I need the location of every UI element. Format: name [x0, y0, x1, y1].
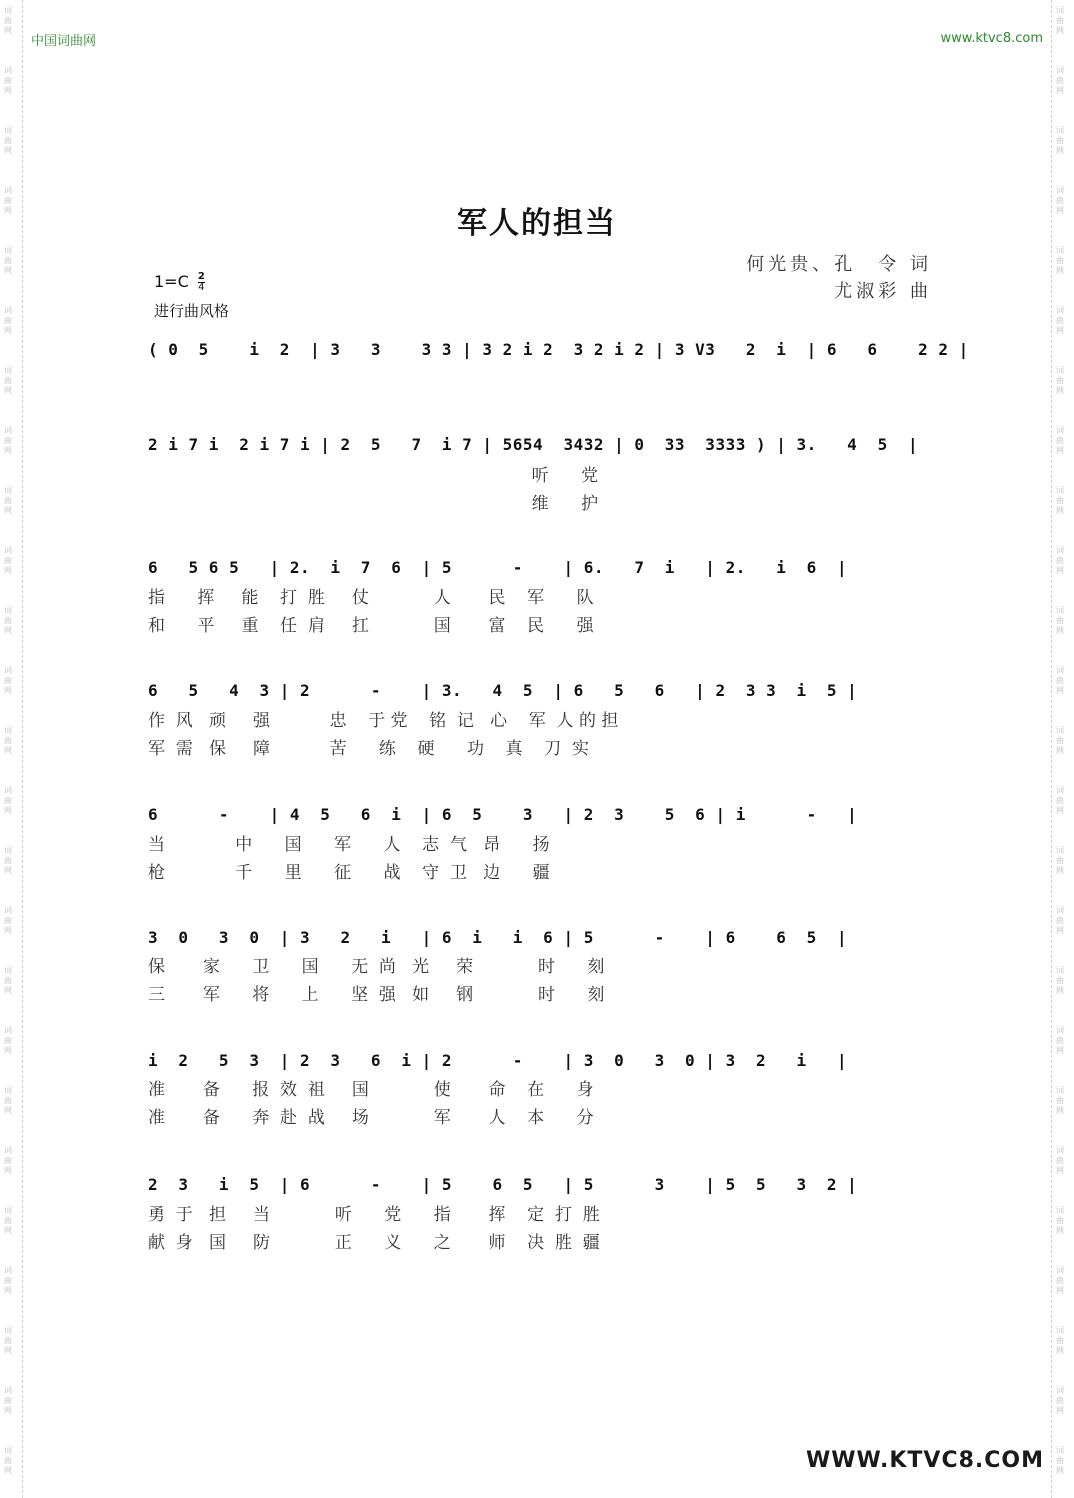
- edge-watermark-text: 词 曲 网: [4, 966, 12, 995]
- edge-watermark-text: 词 曲 网: [1056, 546, 1064, 575]
- edge-watermark-text: 词 曲 网: [4, 1326, 12, 1355]
- edge-watermark-text: 词 曲 网: [1056, 186, 1064, 215]
- lyrics-verse-2: 维 护: [148, 494, 599, 514]
- notes-line: 6 - | 4 5 6 i | 6 5 3 | 2 3 5 6 | i - |: [148, 805, 858, 824]
- edge-watermark-text: 词 曲 网: [1056, 66, 1064, 95]
- edge-watermark-text: 词 曲 网: [4, 186, 12, 215]
- edge-watermark-text: 词 曲 网: [1056, 366, 1064, 395]
- song-title: 军人的担当: [457, 206, 617, 241]
- notes-line: 6 5 4 3 | 2 - | 3. 4 5 | 6 5 6 | 2 3 3 i 5 |: [148, 681, 858, 700]
- edge-watermark-text: 词 曲 网: [4, 786, 12, 815]
- score-system-2: [148, 435, 934, 465]
- lyrics-verse-2: 和 平 重 任 肩 扛 国 富 民 强: [148, 616, 594, 636]
- lyrics-verse-2: 献 身 国 防 正 义 之 师 决 胜 疆: [148, 1233, 600, 1253]
- site-watermark: WWW.KTVC8.COM: [806, 1448, 1044, 1473]
- edge-watermark-text: 词 曲 网: [1056, 966, 1064, 995]
- edge-watermark-text: 词 曲 网: [1056, 786, 1064, 815]
- score-system-1: [148, 340, 969, 370]
- score-system-8: [148, 1175, 934, 1205]
- lyrics-verse-1: 听 党: [148, 466, 599, 486]
- edge-watermark-text: 词 曲 网: [4, 126, 12, 155]
- edge-watermark-text: 词 曲 网: [1056, 1326, 1064, 1355]
- site-name[interactable]: 中国词曲网: [31, 34, 97, 49]
- lyrics-verse-2: 三 军 将 上 坚 强 如 钢 时 刻: [148, 985, 605, 1005]
- score-system-6: [148, 928, 934, 958]
- edge-watermark-text: 词 曲 网: [1056, 1446, 1064, 1475]
- edge-watermark-text: 词 曲 网: [1056, 846, 1064, 875]
- edge-watermark-text: 词 曲 网: [1056, 1206, 1064, 1235]
- edge-watermark-text: 词 曲 网: [1056, 666, 1064, 695]
- time-top: 2: [197, 271, 205, 282]
- edge-watermark-text: 词 曲 网: [1056, 486, 1064, 515]
- edge-watermark-text: 词 曲 网: [1056, 726, 1064, 755]
- notes-line: 2 i 7 i 2 i 7 i | 2 5 7 i 7 | 5654 3432 | 0 33 3333 ) | 3. 4 5 |: [148, 435, 919, 454]
- lyrics-verse-1: 准 备 报 效 祖 国 使 命 在 身: [148, 1080, 594, 1100]
- edge-watermark-text: 词 曲 网: [4, 906, 12, 935]
- edge-watermark-text: 词 曲 网: [1056, 906, 1064, 935]
- edge-watermark-text: 词 曲 网: [4, 726, 12, 755]
- edge-watermark-text: 词 曲 网: [4, 846, 12, 875]
- edge-watermark-text: 词 曲 网: [4, 1086, 12, 1115]
- edge-watermark-text: 词 曲 网: [1056, 126, 1064, 155]
- notes-line: 6 5 6 5 | 2. i 7 6 | 5 - | 6. 7 i | 2. i 6 |: [148, 558, 848, 577]
- edge-watermark-text: 词 曲 网: [4, 486, 12, 515]
- edge-watermark-text: 词 曲 网: [1056, 1086, 1064, 1115]
- edge-watermark-text: 词 曲 网: [1056, 1386, 1064, 1415]
- site-url[interactable]: www.ktvc8.com: [940, 31, 1043, 46]
- edge-watermark-text: 词 曲 网: [4, 1266, 12, 1295]
- notes-line: 3 0 3 0 | 3 2 i | 6 i i 6 | 5 - | 6 6 5 |: [148, 928, 848, 947]
- time-bottom: 4: [198, 282, 205, 293]
- time-signature: [198, 272, 205, 293]
- key-tonic: 1=C: [154, 272, 189, 291]
- edge-watermark-text: 词 曲 网: [1056, 1026, 1064, 1055]
- notes-line: 2 3 i 5 | 6 - | 5 6 5 | 5 3 | 5 5 3 2 |: [148, 1175, 858, 1194]
- edge-watermark-text: 词 曲 网: [4, 1026, 12, 1055]
- edge-watermark-text: 词 曲 网: [4, 606, 12, 635]
- edge-watermark-text: 词 曲 网: [1056, 6, 1064, 35]
- edge-watermark-text: 词 曲 网: [4, 426, 12, 455]
- composer-credit: 尤淑彩 曲: [834, 281, 932, 302]
- score-system-4: [148, 681, 934, 711]
- edge-watermark-text: 词 曲 网: [1056, 1146, 1064, 1175]
- lyrics-verse-1: 保 家 卫 国 无 尚 光 荣 时 刻: [148, 957, 605, 977]
- lyrics-verse-2: 军 需 保 障 苦 练 硬 功 真 刀 实: [148, 739, 589, 759]
- edge-watermark-text: 词 曲 网: [4, 366, 12, 395]
- edge-watermark-text: 词 曲 网: [1056, 306, 1064, 335]
- edge-watermark-text: 词 曲 网: [4, 246, 12, 275]
- edge-watermark-text: 词 曲 网: [4, 6, 12, 35]
- lyrics-verse-1: 勇 于 担 当 听 党 指 挥 定 打 胜: [148, 1205, 600, 1225]
- lyricist-credit: 何光贵、孔 令 词: [746, 254, 932, 275]
- edge-watermark-text: 词 曲 网: [1056, 606, 1064, 635]
- lyrics-verse-1: 指 挥 能 打 胜 仗 人 民 军 队: [148, 588, 594, 608]
- edge-watermark-text: 词 曲 网: [1056, 1266, 1064, 1295]
- edge-watermark-text: 词 曲 网: [4, 66, 12, 95]
- lyrics-verse-2: 准 备 奔 赴 战 场 军 人 本 分: [148, 1108, 594, 1128]
- score-system-7: [148, 1051, 934, 1081]
- lyrics-verse-1: 当 中 国 军 人 志 气 昂 扬: [148, 835, 550, 855]
- edge-watermark-text: 词 曲 网: [1056, 426, 1064, 455]
- edge-watermark-text: 词 曲 网: [4, 666, 12, 695]
- key-signature: [154, 272, 205, 293]
- edge-watermark-text: 词 曲 网: [4, 546, 12, 575]
- edge-watermark-text: 词 曲 网: [1056, 246, 1064, 275]
- tempo-style: 进行曲风格: [154, 302, 230, 320]
- notes-line: i 2 5 3 | 2 3 6 i | 2 - | 3 0 3 0 | 3 2 i |: [148, 1051, 848, 1070]
- edge-watermark-text: 词 曲 网: [4, 1446, 12, 1475]
- lyrics-verse-2: 枪 千 里 征 战 守 卫 边 疆: [148, 863, 550, 883]
- edge-watermark-text: 词 曲 网: [4, 1146, 12, 1175]
- edge-watermark-text: 词 曲 网: [4, 1206, 12, 1235]
- score-system-5: [148, 805, 934, 835]
- score-system-3: [148, 558, 934, 588]
- edge-watermark-text: 词 曲 网: [4, 306, 12, 335]
- edge-watermark-text: 词 曲 网: [4, 1386, 12, 1415]
- lyrics-verse-1: 作 风 顽 强 忠 于 党 铭 记 心 军 人 的 担: [148, 711, 619, 731]
- notes-line: ( 0 5 i 2 | 3 3 3 3 | 3 2 i 2 3 2 i 2 | 3 V3 2 i | 6 6 2 2 |: [148, 340, 969, 359]
